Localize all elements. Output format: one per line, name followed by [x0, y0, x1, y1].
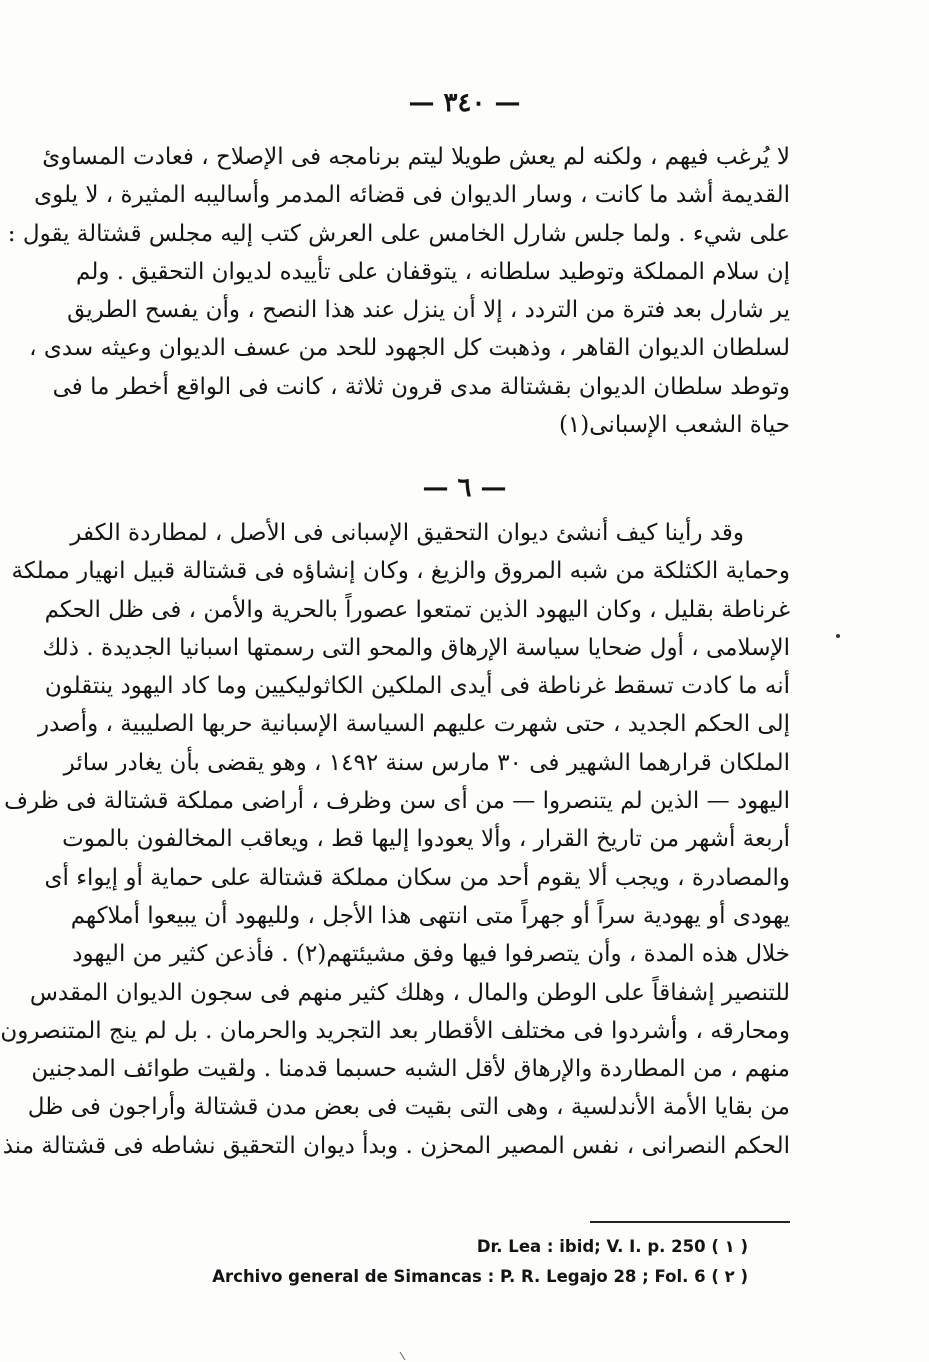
text-line: غرناطة بقليل ، وكان اليهود الذين تمتعوا عصوراً بالحرية والأمن ، فى ظل الحكم [44, 596, 790, 623]
text-line: اليهود — الذين لم يتنصروا — من أى سن وظرف ، أراضى مملكة قشتالة فى ظرف [4, 788, 790, 815]
text-line: والمصادرة ، ويجب ألا يقوم أحد من سكان مملكة قشتالة على حماية أو إيواء أى [44, 864, 790, 891]
footnote-1: Dr. Lea : ibid; V. I. p. 250 ( ١ ) [476, 1237, 748, 1256]
text-line: لسلطان الديوان القاهر ، وذهبت كل الجهود للحد من عسف الديوان وعيثه سدى ، [29, 335, 790, 362]
page-number: — ٣٤٠ — [408, 88, 521, 118]
text-line: ومحارقه ، وأشردوا فى مختلف الأقطار بعد التجريد والحرمان . بل لم ينج المتنصرون [0, 1017, 790, 1044]
text-line: يهودى أو يهودية سراً أو جهراً متى انتهى هذا الأجل ، ولليهود أن يبيعوا أملاكهم [70, 902, 790, 929]
text-line: منهم ، من المطاردة والإرهاق لأقل الشبه حسبما قدمنا . ولقيت طوائف المدجنين [31, 1056, 790, 1083]
section-number: — ٦ — [422, 473, 507, 503]
footnote-2: Archivo general de Simancas : P. R. Legajo 28 ; Fol. 6 ( ٢ ) [212, 1267, 748, 1286]
text-line: الحكم النصرانى ، نفس المصير المحزن . وبدأ ديوان التحقيق نشاطه فى قشتالة منذ [2, 1132, 790, 1159]
text-line: القديمة أشد ما كانت ، وسار الديوان فى قضائه المدمر وأساليبه المثيرة ، لا يلوى [34, 182, 790, 209]
text-line: الملكان قرارهما الشهير فى ٣٠ مارس سنة ١٤٩٢ ، وهو يقضى بأن يغادر سائر [63, 749, 790, 776]
text-line: إن سلام المملكة وتوطيد سلطانه ، يتوقفان على تأييده لديوان التحقيق . ولم [76, 258, 790, 285]
text-line: وتوطد سلطان الديوان بقشتالة مدى قرون ثلاثة ، كانت فى الواقع أخطر ما فى [52, 373, 790, 400]
text-line: وحماية الكثلكة من شبه المروق والزيغ ، وكان إنشاؤه فى قشتالة قبيل انهيار مملكة [11, 558, 790, 585]
text-line: أنه ما كادت تسقط غرناطة فى أيدى الملكين الكاثوليكيين وما كاد اليهود ينتقلون [44, 673, 790, 700]
text-line: خلال هذه المدة ، وأن يتصرفوا فيها وفق مشيئتهم(٢) . فأذعن كثير من اليهود [72, 941, 790, 968]
text-line: حياة الشعب الإسبانى(١) [558, 412, 790, 439]
text-line: ير شارل بعد فترة من التردد ، إلا أن ينزل عند هذا النصح ، وأن يفسح الطريق [67, 297, 790, 324]
text-line: الإسلامى ، أول ضحايا سياسة الإرهاق والمحو التى رسمتها اسبانيا الجديدة . ذلك [42, 634, 790, 661]
text-line: على شيء . ولما جلس شارل الخامس على العرش كتب إليه مجلس قشتالة يقول : [7, 220, 790, 247]
text-line: إلى الحكم الجديد ، حتى شهرت عليهم السياسة الإسبانية حربها الصليبية ، وأصدر [37, 711, 790, 738]
text-line: وقد رأينا كيف أنشئ ديوان التحقيق الإسبانى فى الأصل ، لمطاردة الكفر [70, 520, 744, 546]
ink-speck [400, 1352, 405, 1360]
ink-speck [836, 634, 840, 638]
text-line: لا يُرغب فيهم ، ولكنه لم يعش طويلا ليتم برنامجه فى الإصلاح ، فعادت المساوئ [42, 144, 790, 170]
text-line: أربعة أشهر من تاريخ القرار ، وألا يعودوا إليها قط ، ويعاقب المخالفون بالموت [62, 826, 790, 853]
text-line: للتنصير إشفاقاً على الوطن والمال ، وهلك كثير منهم فى سجون الديوان المقدس [29, 979, 790, 1006]
text-line: من بقايا الأمة الأندلسية ، وهى التى بقيت فى بعض مدن قشتالة وأراجون فى ظل [27, 1094, 790, 1121]
